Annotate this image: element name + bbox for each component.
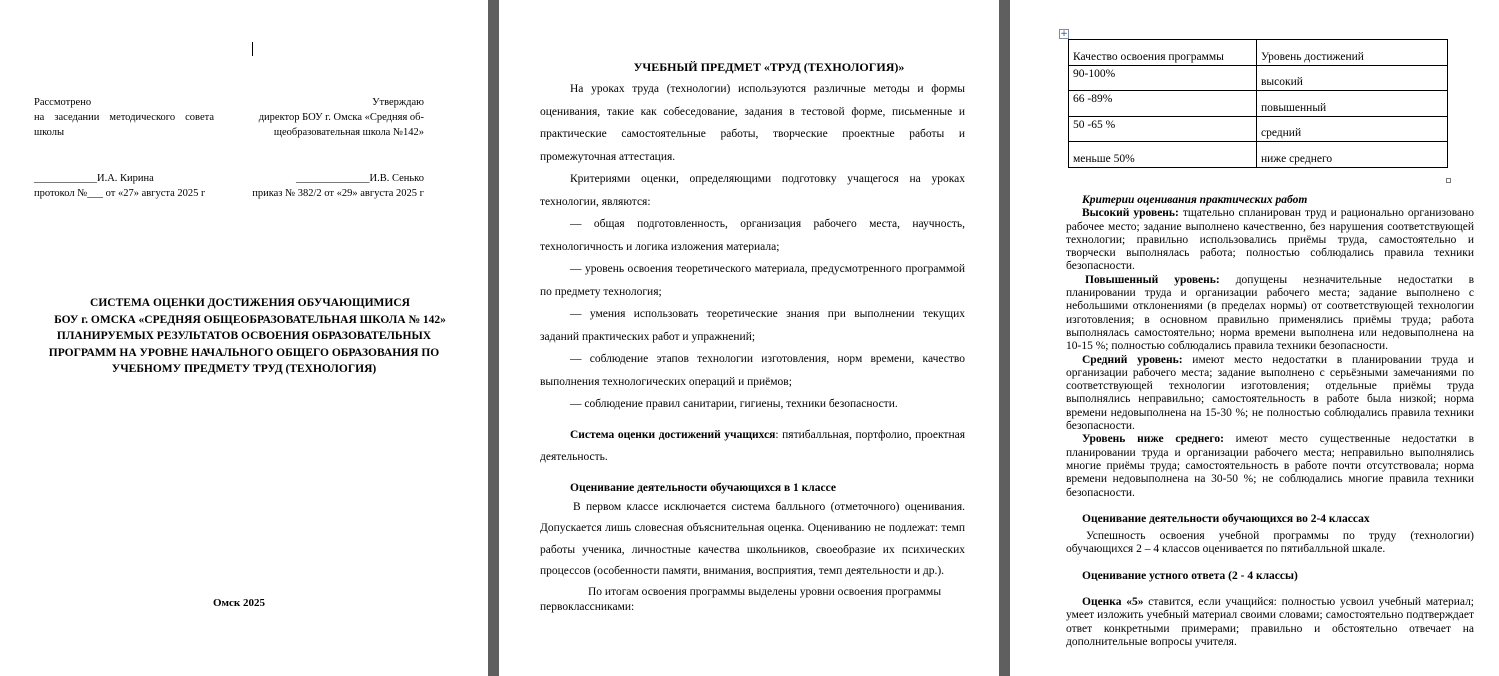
table-row xyxy=(1069,116,1448,142)
level-text: тщательно спланирован труд и рационально организовано рабочее место; задание выполнено качественно, без нарушения соответствующей технологии; правильно использовались приёмы труда, самостоятельно и творчески выполнялась работа; полностью соблюдались правила техники безопасности. xyxy=(1066,207,1475,273)
grade-5-label: Оценка «5» xyxy=(1082,596,1144,609)
level-label: Уровень ниже среднего: xyxy=(1082,433,1224,446)
table-cell: меньше 50% xyxy=(1069,142,1257,168)
title-line-3: ПЛАНИРУЕМЫХ РЕЗУЛЬТАТОВ ОСВОЕНИЯ ОБРАЗОВАТЕЛЬНЫХ xyxy=(56,330,432,342)
page3-body xyxy=(1066,194,1474,649)
table-cell: ниже среднего xyxy=(1257,142,1448,168)
grade1-paragraph: В первом классе исключается система балльного (отметочного) оценивания. Допускается лишь словесная объяснительная оценка. Оцениванию не подлежат: темп работы ученика, личностные качества школьников, своеобразие их психических процессов (особенности памяти, внимания, восприятия, темп деятельности и др.). xyxy=(540,500,965,577)
page-gutter-1 xyxy=(488,0,499,676)
table-move-handle-icon[interactable]: + xyxy=(1060,29,1068,39)
table-header-cell: Качество освоения программы xyxy=(1069,40,1257,66)
table-header-cell: Уровень достижений xyxy=(1257,40,1448,66)
criteria-bullet-2: — уровень освоения теоретического материала, предусмотренного программой по предмету технология; xyxy=(540,263,965,298)
table-cell: 90-100% xyxy=(1069,65,1257,91)
levels-intro-line1: По итогам освоения программы выделены уровни освоения программы xyxy=(588,585,942,598)
table-cell: высокий xyxy=(1257,65,1448,91)
grades-2-4-heading: Оценивание деятельности обучающихся во 2-4 классах xyxy=(1082,512,1370,525)
criteria-bullet-3: — умения использовать теоретические знания при выполнении текущих заданий практических работ и упражнений; xyxy=(540,308,965,343)
approval-right-block xyxy=(235,95,424,140)
right-block-line3: щеобразовательная школа №142» xyxy=(273,127,424,138)
document-title xyxy=(0,295,488,378)
left-block-line3: школы xyxy=(34,127,65,138)
intro-paragraph: На уроках труда (технологии) используются различные методы и формы оценивания, такие как собеседование, задания в тестовой форме, письменные и практические самостоятельные работы, творческие проектные работы и промежуточная аттестация. xyxy=(540,83,965,163)
approval-left-block xyxy=(34,95,214,140)
right-signature: ______________И.В. Сенько xyxy=(296,173,424,184)
city-year: Омск 2025 xyxy=(212,597,266,609)
subject-heading: УЧЕБНЫЙ ПРЕДМЕТ «ТРУД (ТЕХНОЛОГИЯ)» xyxy=(633,60,905,74)
system-label: Система оценки достижений учащихся xyxy=(570,428,776,441)
level-label: Повышенный уровень: xyxy=(1085,273,1220,286)
left-block-line1: Рассмотрено xyxy=(34,97,92,108)
right-block-line2: директор БОУ г. Омска «Средняя об- xyxy=(258,112,424,123)
grade-5-text: ставится, если учащийся: полностью усвоил учебный материал; умеет изложить учебный материал своими словами; самостоятельно подтверждает ответ конкретными примерами; правильно и обстоятельно отвечает на дополнительные вопросы учителя. xyxy=(1066,596,1474,648)
criteria-bullet-5: — соблюдение правил санитарии, гигиены, техники безопасности. xyxy=(570,398,898,410)
page2-body xyxy=(540,78,965,616)
protocol-line: протокол №___ от «27» августа 2025 г xyxy=(34,188,206,199)
table-header-row xyxy=(1069,40,1448,66)
grades-2-4-paragraph: Успешность освоения учебной программы по труду (технологии) обучающихся 2 – 4 классов оценивается по пятибалльной шкале. xyxy=(1066,530,1474,556)
page-2 xyxy=(499,0,999,676)
criteria-bullet-4: — соблюдение этапов технологии изготовления, норм времени, качество выполнения технологических операций и приёмов; xyxy=(540,353,965,388)
title-line-2: БОУ г. ОМСКА «СРЕДНЯЯ ОБЩЕОБРАЗОВАТЕЛЬНАЯ ШКОЛА № 142» xyxy=(54,313,446,326)
system-text: : пятибалльная, портфолио, проектная деятельность. xyxy=(540,428,965,463)
left-signature: ____________И.А. Кирина xyxy=(34,173,154,184)
page-gutter-2 xyxy=(999,0,1010,676)
text-cursor xyxy=(252,42,253,56)
level-text: имеют место существенные недостатки в планировании труда и организации рабочего места; неправильно выполнялись многие приёмы труда; самостоятельность в работе почти отсутствовала; норма времени недовыполнена на 30-50 %; не соблюдались многие правила техники безопасности. xyxy=(1066,433,1475,499)
table-resize-handle[interactable] xyxy=(1446,178,1451,183)
criteria-bullet-1: — общая подготовленность, организация рабочего места, научность, технологичность и логика изложения материала; xyxy=(540,218,965,253)
table-cell: 50 -65 % xyxy=(1069,116,1257,142)
level-advanced xyxy=(1066,274,1474,354)
table-cell: повышенный xyxy=(1257,91,1448,117)
levels-table xyxy=(1068,39,1448,168)
system-paragraph xyxy=(540,424,965,469)
level-high xyxy=(1066,207,1474,273)
table-cell: средний xyxy=(1257,116,1448,142)
level-low xyxy=(1066,433,1474,499)
levels-intro-line2: первоклассниками: xyxy=(540,601,635,613)
criteria-paragraph: Критериями оценки, определяющими подготовку учащегося на уроках технологии, являются: xyxy=(540,173,965,208)
level-text: имеют место недостатки в планировании труда и организации рабочего места; задание выполнено с серьёзными замечаниями по соответствующей технологии изготовления; отдельные приёмы труда выполнялись неправильно; самостоятельность в работе была низкой; норма времени недовыполнена на 15-30 %; не полностью соблюдались правила техники безопасности. xyxy=(1066,353,1475,433)
page-1 xyxy=(0,0,488,676)
grade-5-paragraph xyxy=(1066,596,1474,649)
level-medium xyxy=(1066,354,1474,434)
grade1-heading: Оценивание деятельности обучающихся в 1 классе xyxy=(570,481,836,494)
order-line: приказ № 382/2 от «29» августа 2025 г xyxy=(252,188,424,199)
table-cell: 66 -89% xyxy=(1069,91,1257,117)
title-line-4: ПРОГРАММ НА УРОВНЕ НАЧАЛЬНОГО ОБЩЕГО ОБРАЗОВАНИЯ ПО xyxy=(48,346,440,359)
level-label: Средний уровень: xyxy=(1082,353,1183,366)
level-label: Высокий уровень: xyxy=(1082,207,1179,220)
left-block-line2: на заседании методического совета xyxy=(34,112,214,123)
table-row xyxy=(1069,91,1448,117)
oral-answer-heading: Оценивание устного ответа (2 - 4 классы) xyxy=(1082,569,1298,582)
table-row xyxy=(1069,142,1448,168)
right-block-line1: Утверждаю xyxy=(372,97,424,108)
table-row xyxy=(1069,65,1448,91)
level-text: допущены незначительные недостатки в планировании труда и организации рабочего места; задание выполнено с небольшими отклонениями (в пределах нормы) от соответствующей технологии изготовления; в основном правильно применялись приёмы труда; работа выполнялась самостоятельно; норма времени выполнена или недовыполнена на 10-15 %; полностью соблюдались правила техники безопасности. xyxy=(1066,273,1475,353)
title-line-1: СИСТЕМА ОЦЕНКИ ДОСТИЖЕНИЯ ОБУЧАЮЩИМИСЯ xyxy=(90,297,410,309)
left-signature-block xyxy=(34,171,234,201)
criteria-heading: Критерии оценивания практических работ xyxy=(1082,194,1308,206)
right-signature-block xyxy=(224,171,424,201)
levels-intro xyxy=(540,585,965,616)
title-line-5: УЧЕБНОМУ ПРЕДМЕТУ ТРУД (ТЕХНОЛОГИЯ) xyxy=(111,363,377,375)
